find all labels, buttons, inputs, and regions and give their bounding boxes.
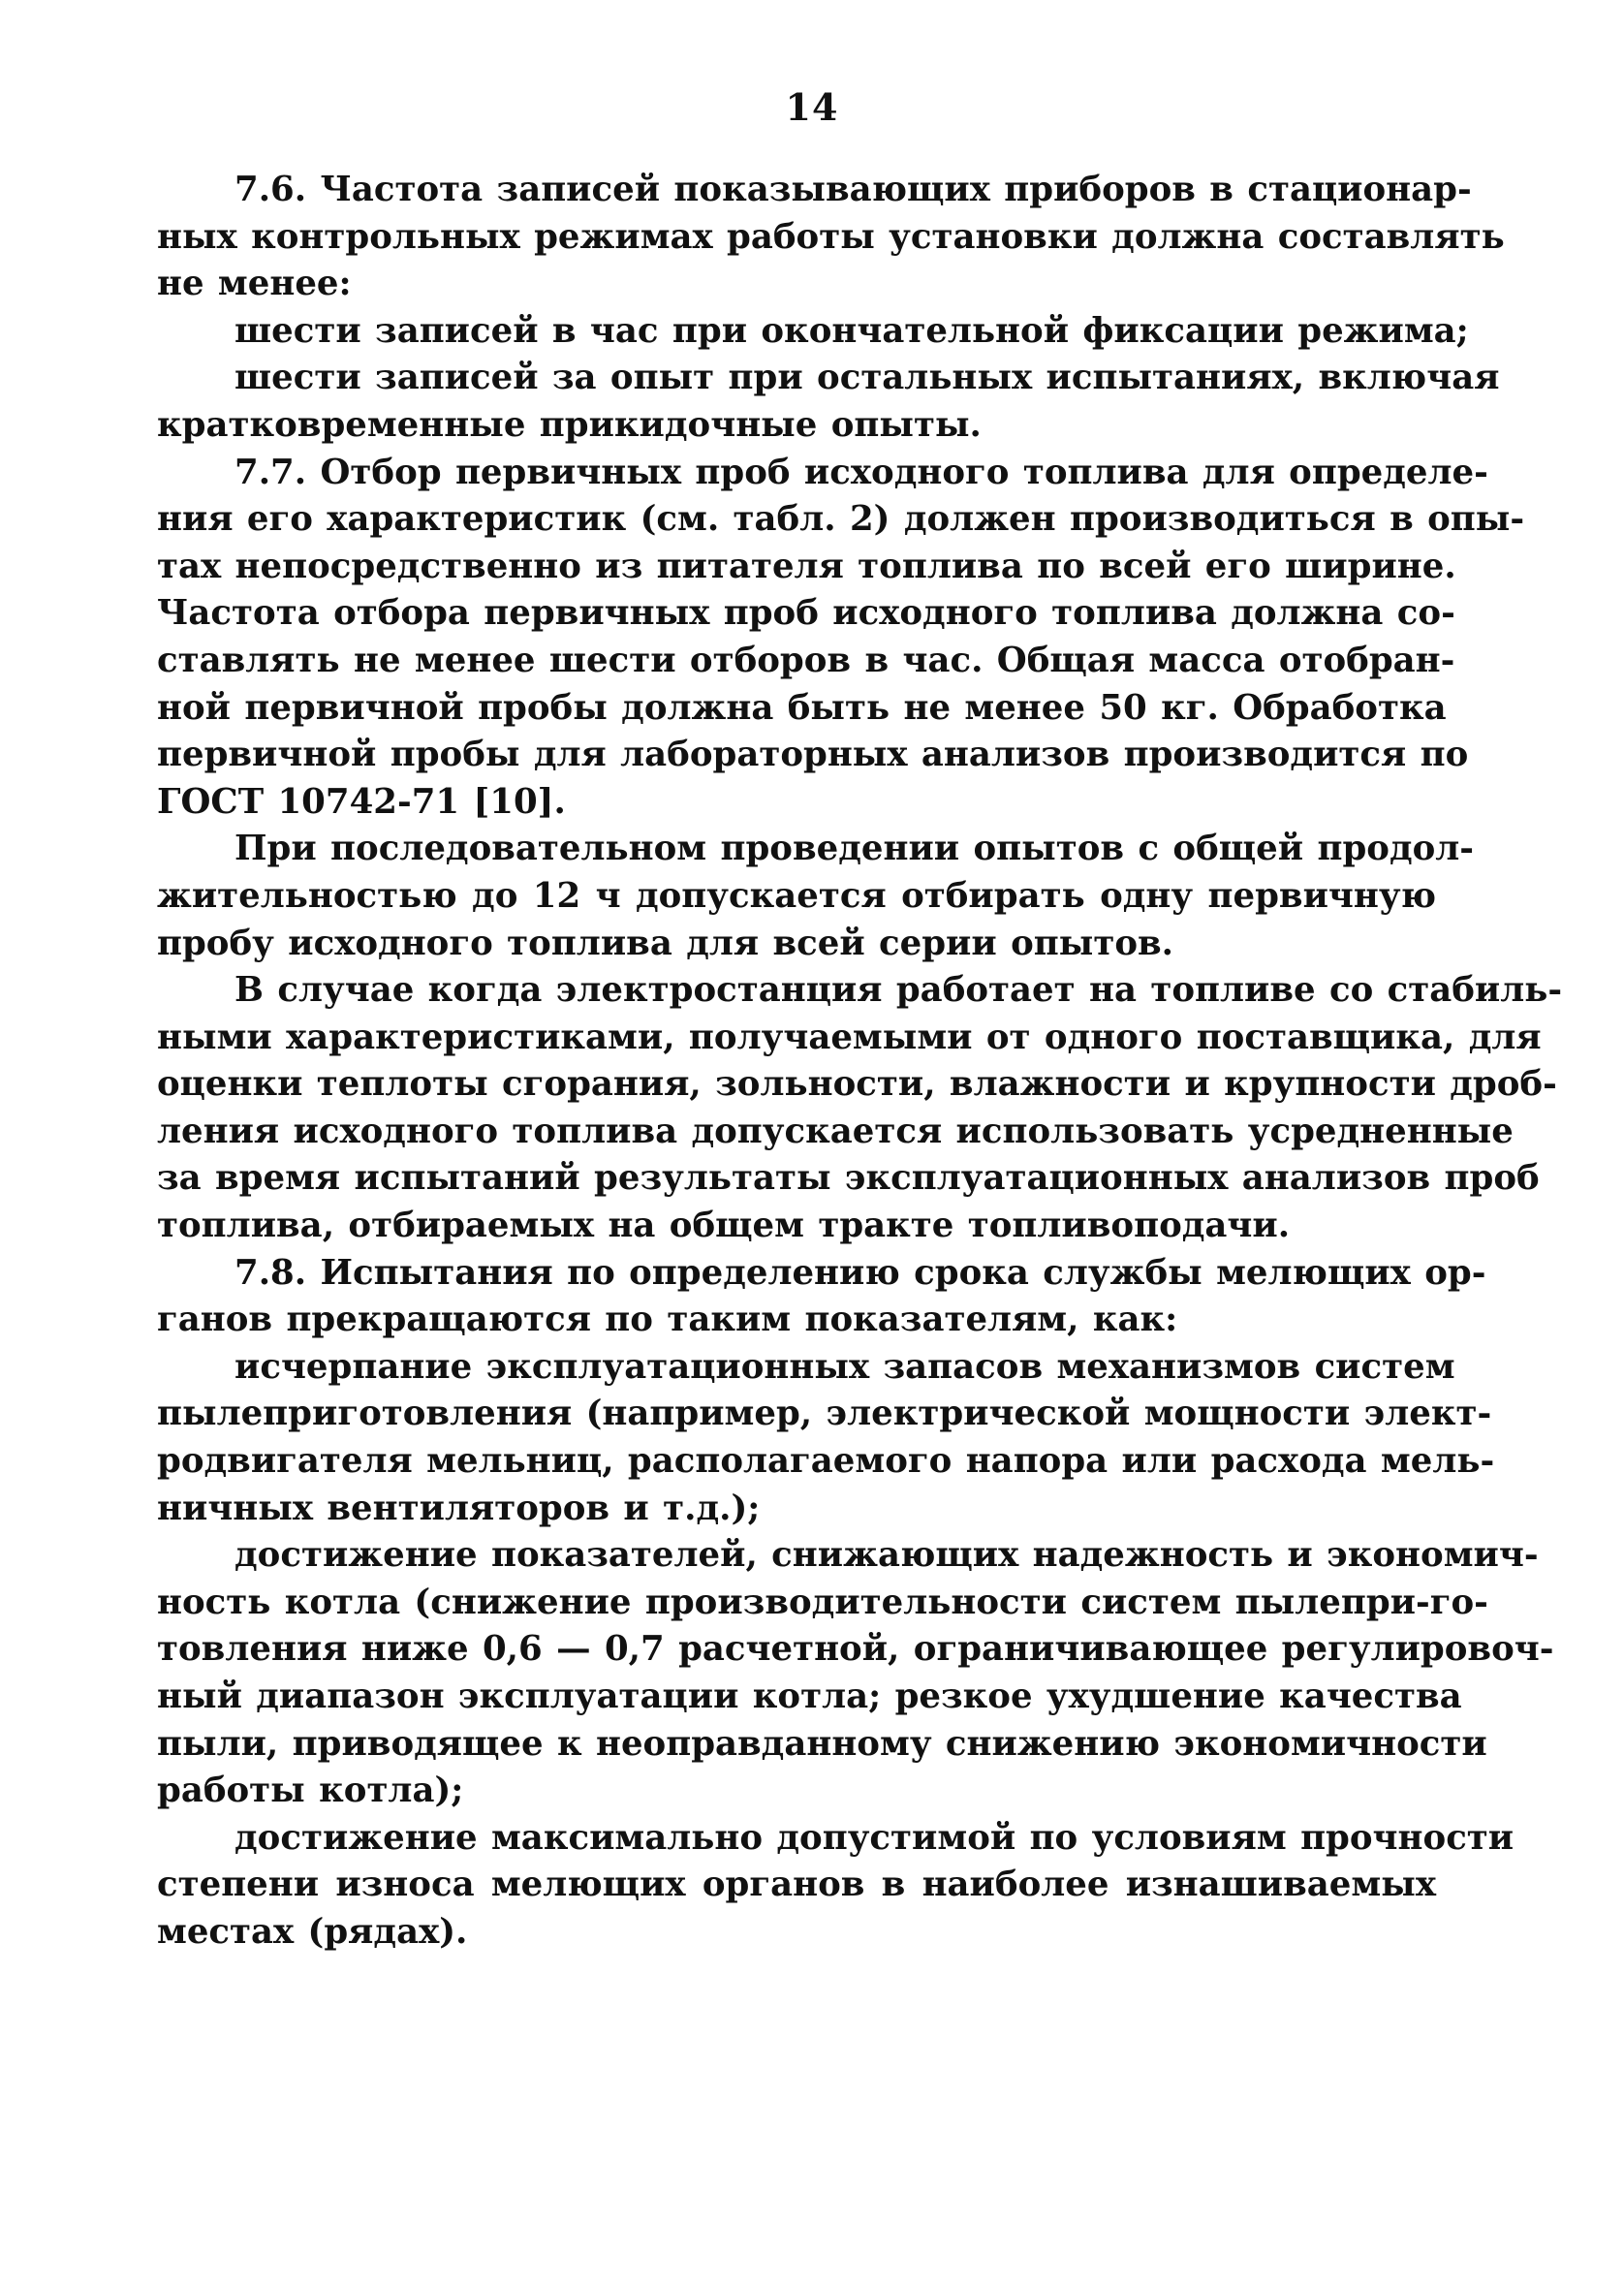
text-line: ничных вентиляторов и т.д.); <box>157 1488 761 1528</box>
text-line: топлива, отбираемых на общем тракте топливоподачи. <box>157 1206 1291 1246</box>
text-line: достижение показателей, снижающих надежность и экономич- <box>234 1535 1539 1576</box>
text-line: достижение максимально допустимой по условиям прочности <box>234 1817 1515 1858</box>
paragraph <box>157 967 1563 1250</box>
text-line: за время испытаний результаты эксплуатационных анализов проб <box>157 1158 1540 1199</box>
list-item <box>157 1344 1495 1532</box>
text-line: 7.6. Частота записей показывающих приборов в стационар- <box>234 170 1472 209</box>
list-item <box>157 1532 1554 1815</box>
page-number: 14 <box>785 85 839 129</box>
document-body <box>157 167 1563 1957</box>
text-line: пылеприготовления (например, электрической мощности элект- <box>157 1394 1492 1434</box>
text-line: ный диапазон эксплуатации котла; резкое ухудшение качества <box>157 1677 1462 1716</box>
text-line: ной первичной пробы должна быть не менее 50 кг. Обработка <box>157 687 1447 728</box>
text-line: ными характеристиками, получаемыми от одного поставщика, для <box>157 1017 1542 1057</box>
text-line: ГОСТ 10742-71 [10]. <box>157 781 566 822</box>
text-line: оценки теплоты сгорания, зольности, влажности и крупности дроб- <box>157 1064 1557 1105</box>
text-line: пыли, приводящее к неоправданному снижению экономичности <box>157 1723 1487 1764</box>
text-line: ления исходного топлива допускается использовать усредненные <box>157 1111 1514 1151</box>
text-line: 7.8. Испытания по определению срока службы мелющих ор- <box>234 1252 1486 1293</box>
paragraph-7-7 <box>157 450 1525 827</box>
text-line: ных контрольных режимах работы установки должна составлять <box>157 216 1505 257</box>
text-line: В случае когда электростанция работает на топливе со стабиль- <box>234 970 1563 1011</box>
text-line: пробу исходного топлива для всей серии опытов. <box>157 923 1174 963</box>
text-line: степени износа мелющих органов в наиболее изнашиваемых <box>157 1865 1436 1905</box>
paragraph <box>157 826 1475 967</box>
text-line: не менее: <box>157 264 352 304</box>
paragraph-7-6 <box>157 167 1505 308</box>
text-line: ния его характеристик (см. табл. 2) должен производиться в опы- <box>157 499 1525 540</box>
text-line: исчерпание эксплуатационных запасов механизмов систем <box>234 1346 1455 1387</box>
text-line: ганов прекращаются по таким показателям, как: <box>157 1300 1178 1340</box>
text-line: шести записей за опыт при остальных испытаниях, включая <box>234 358 1500 398</box>
list-item <box>157 1815 1515 1957</box>
paragraph-7-8 <box>157 1250 1486 1344</box>
text-line: 7.7. Отбор первичных проб исходного топлива для определе- <box>234 452 1488 492</box>
list-item <box>157 308 1469 356</box>
text-line: Частота отбора первичных проб исходного топлива должна со- <box>157 593 1455 634</box>
text-line: шести записей в час при окончательной фиксации режима; <box>234 310 1469 351</box>
text-line: первичной пробы для лабораторных анализов производится по <box>157 735 1469 775</box>
text-line: кратковременные прикидочные опыты. <box>157 404 982 445</box>
text-line: ставлять не менее шести отборов в час. Общая масса отобран- <box>157 640 1455 680</box>
text-line: тах непосредственно из питателя топлива по всей его ширине. <box>157 546 1456 586</box>
text-line: товления ниже 0,6 — 0,7 расчетной, ограничивающее регулировоч- <box>157 1629 1554 1670</box>
text-line: местах (рядах). <box>157 1911 468 1952</box>
text-line: жительностью до 12 ч допускается отбирать одну первичную <box>157 875 1436 916</box>
text-line: ность котла (снижение производительности систем пылепри-го- <box>157 1582 1488 1622</box>
list-item <box>157 355 1500 449</box>
text-line: При последовательном проведении опытов с общей продол- <box>234 829 1475 869</box>
text-line: родвигателя мельниц, располагаемого напора или расхода мель- <box>157 1441 1495 1482</box>
text-line: работы котла); <box>157 1771 464 1811</box>
